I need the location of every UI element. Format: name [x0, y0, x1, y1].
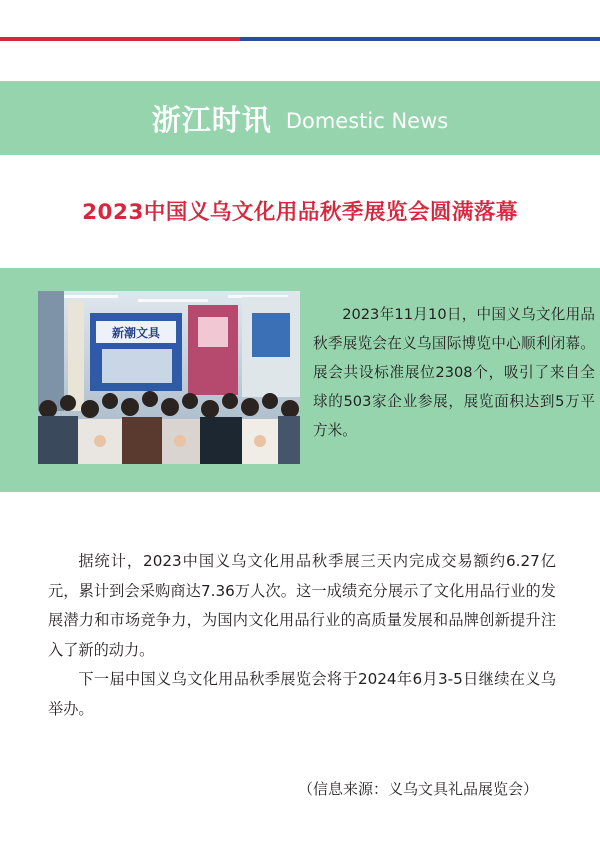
top-color-stripe: [0, 37, 600, 41]
body-paragraph-2: 下一届中国义乌文化用品秋季展览会将于2024年6月3-5日继续在义乌举办。: [48, 670, 556, 718]
stripe-red-segment: [0, 37, 240, 41]
section-banner: [0, 81, 600, 155]
source-credit: （信息来源：义乌文具礼品展览会）: [297, 780, 538, 798]
article-body: [48, 547, 556, 724]
stripe-blue-segment: [240, 37, 600, 41]
banner-title-cn: 浙江时讯: [151, 102, 272, 137]
expo-crowd-illustration: [38, 291, 300, 464]
feature-block: [0, 268, 600, 492]
feature-paragraph-text: 2023年11月10日，中国义乌文化用品秋季展览会在义乌国际博览中心顺利闭幕。展会共设标准展位2308个，吸引了来自全球的503家企业参展，展览面积达到5万平方米。: [313, 306, 595, 439]
body-paragraph-1: 据统计，2023中国义乌文化用品秋季展三天内完成交易额约6.27亿元，累计到会采购商达7.36万人次。这一成绩充分展示了文化用品行业的发展潜力和市场竞争力，为国内文化用品行业的高质量发展和品牌创新提升注入了新的动力。: [48, 552, 556, 659]
banner-title-en: Domestic News: [285, 109, 449, 133]
article-headline: 2023中国义乌文化用品秋季展览会圆满落幕: [82, 200, 518, 225]
feature-paragraph: [313, 300, 595, 445]
booth-sign: 新潮文具: [111, 326, 161, 340]
expo-crowd-photo: [38, 291, 300, 464]
